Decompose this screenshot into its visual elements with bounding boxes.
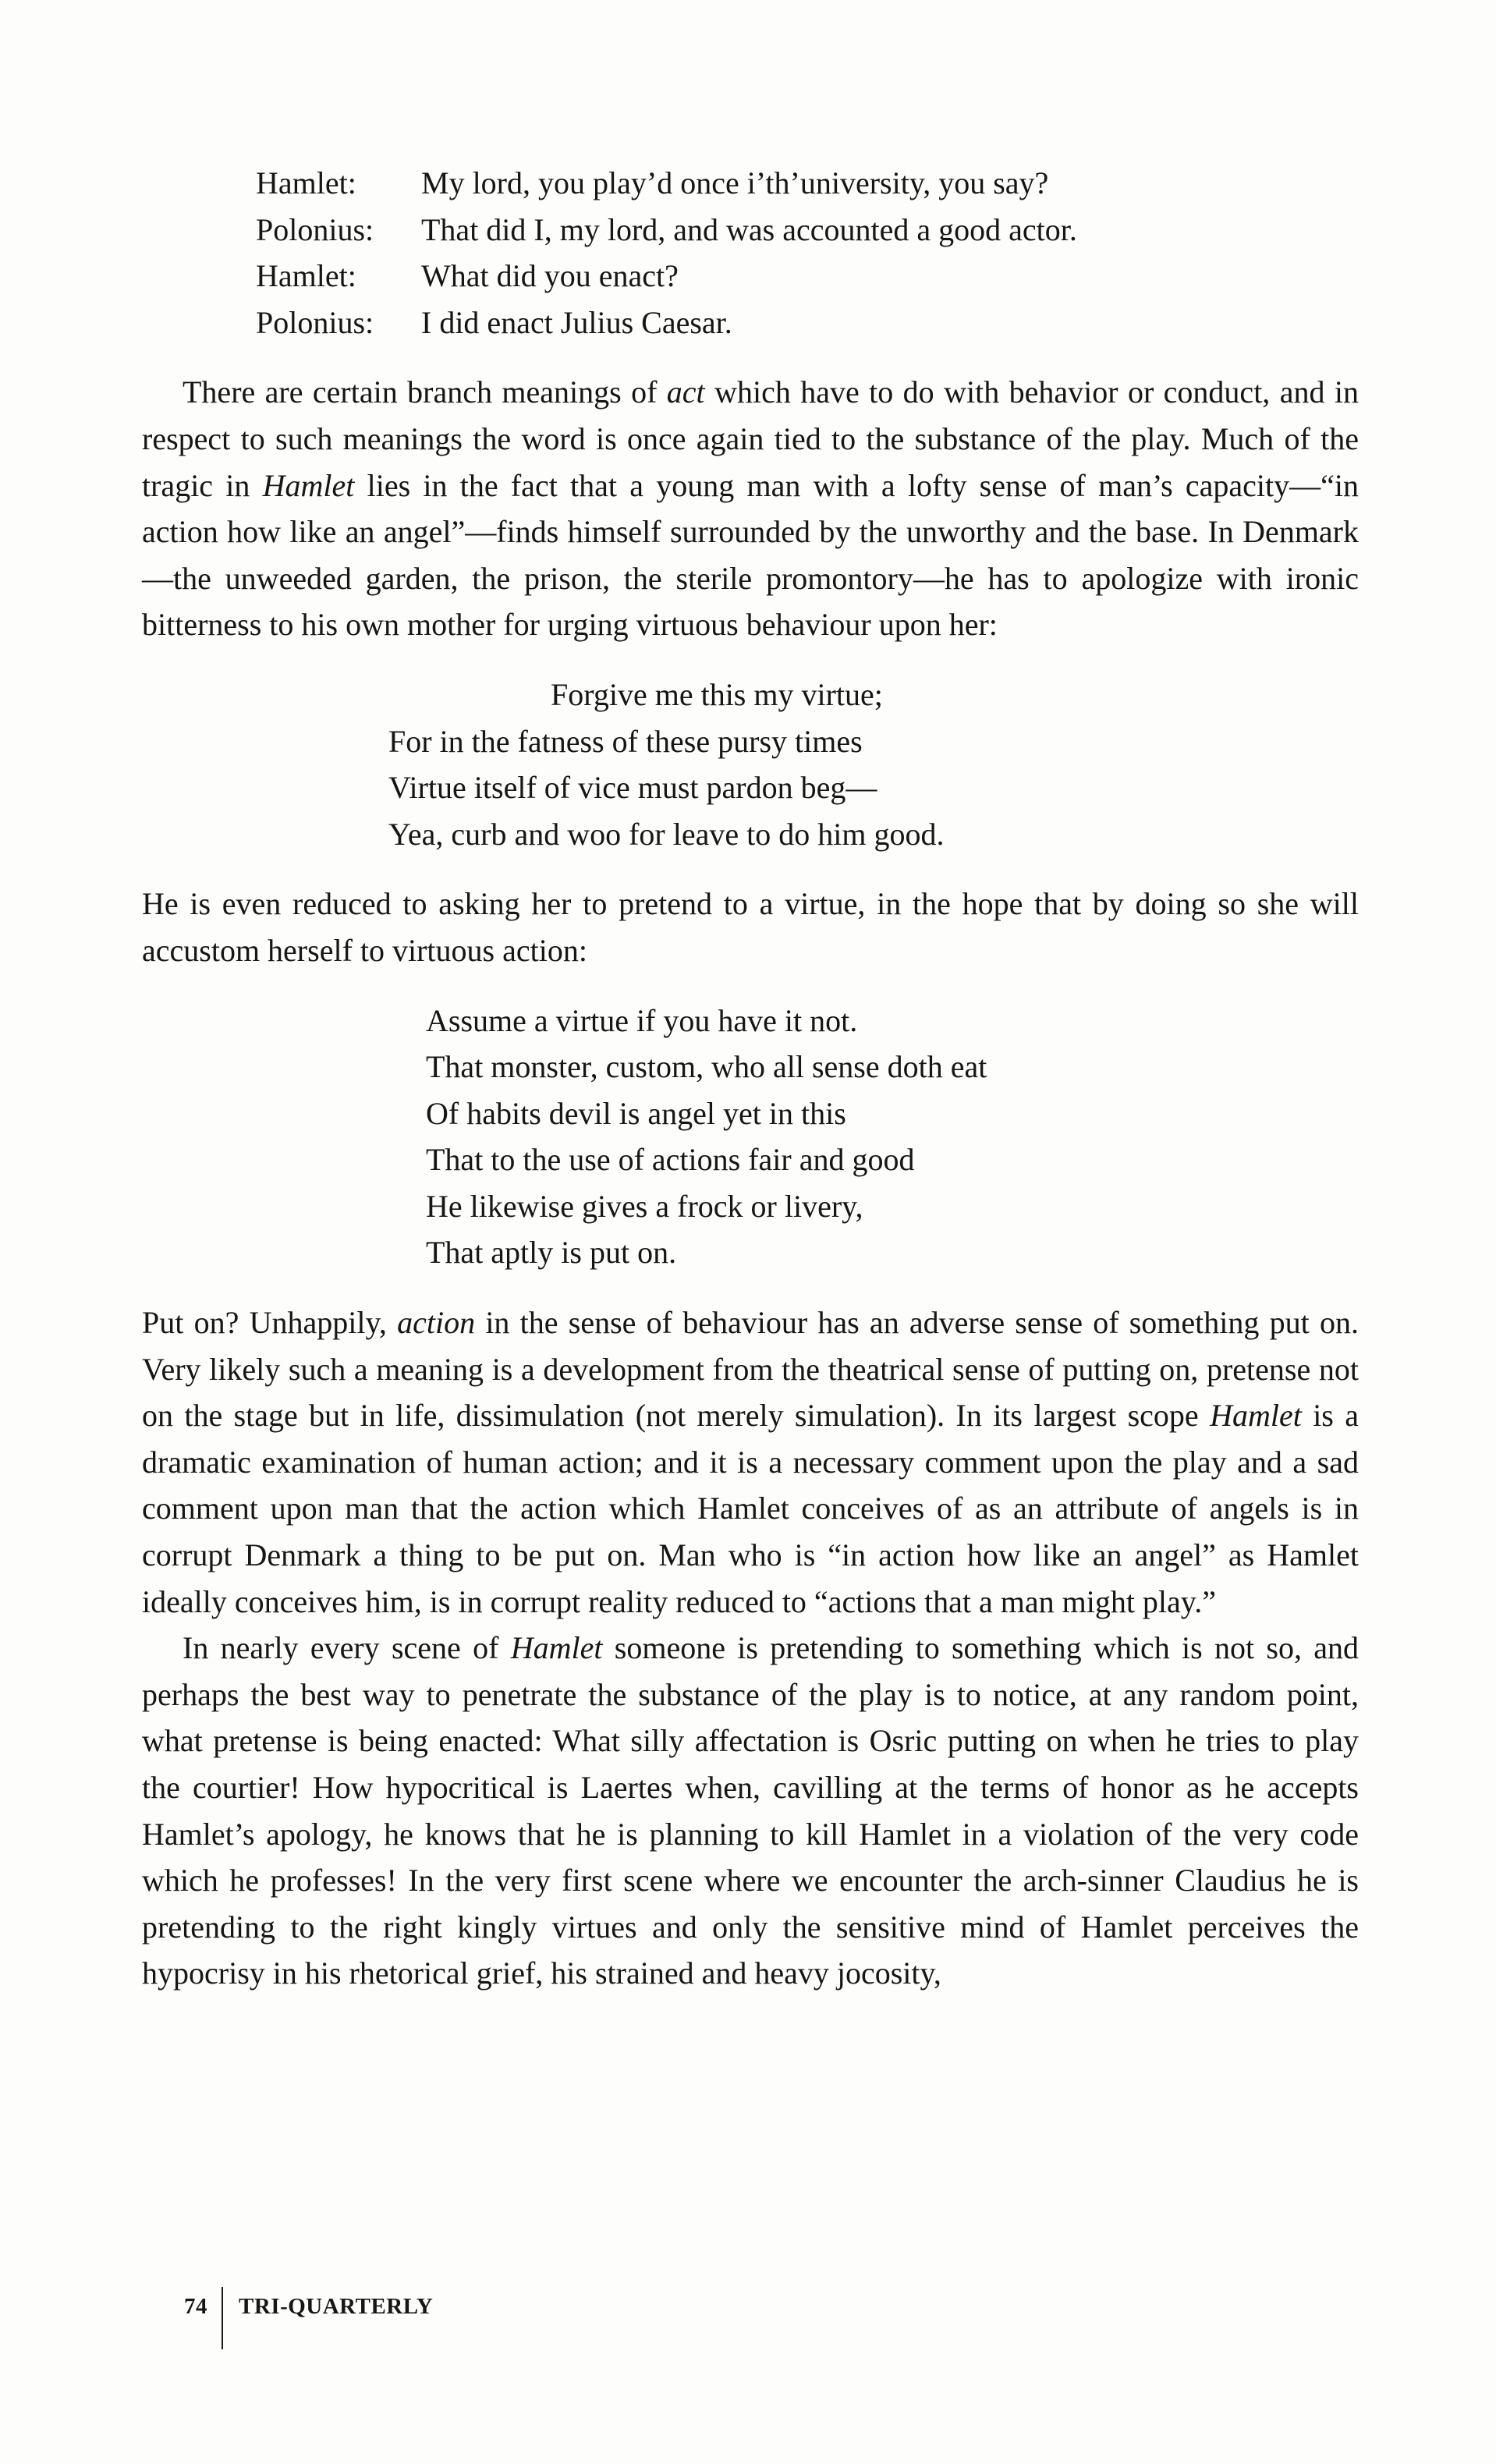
verse-line: For in the fatness of these pursy times [388, 723, 863, 759]
verse-line: Virtue itself of vice must pardon beg— [388, 770, 877, 806]
speaker-name: Polonius: [256, 304, 374, 340]
italic-title: Hamlet [510, 1630, 603, 1666]
verse-line: That monster, custom, who all sense doth eat [426, 1049, 987, 1085]
paragraph-pretending [142, 1625, 1359, 1997]
verse-line: He likewise gives a frock or livery, [426, 1188, 863, 1224]
text-run: There are certain branch meanings of [183, 374, 667, 410]
speaker-name: Hamlet: [256, 165, 356, 200]
verse-line: That to the use of actions fair and good [426, 1142, 915, 1178]
verse-line: Assume a virtue if you have it not. [426, 1002, 858, 1038]
verse-line: Of habits devil is angel yet in this [426, 1095, 846, 1131]
spoken-line: What did you enact? [421, 258, 679, 294]
text-run: someone is pretending to something which is not so, and perhaps the best way to penetrate the substance of the play is to notice, at any random point, what pretense is being enacted: What silly affectation is Osric putting on when he tries to play the courtier! How hypocritical is Laertes when, cavilling at the terms of honor as he accepts Hamlet’s apology, he knows that he is planning to kill Hamlet in a violation of the very code which he professes! In the very first scene where we encounter the arch-sinner Claudius he is pretending to the right kingly virtues and only the sensitive mind of Hamlet perceives the hypocrisy in his rhetorical grief, his strained and heavy jocosity, [142, 1630, 1359, 1991]
speaker-name: Hamlet: [256, 258, 356, 294]
paragraph-put-on [142, 1299, 1359, 1625]
page-body [142, 160, 1359, 1997]
text-run: In nearly every scene of [183, 1630, 511, 1666]
dialogue-line [256, 300, 1359, 346]
italic-title: Hamlet [1210, 1398, 1302, 1434]
footer-divider [222, 2287, 223, 2349]
verse-line: Forgive me this my virtue; [551, 676, 883, 712]
paragraph-pretend-virtue: He is even reduced to asking her to pretend to a virtue, in the hope that by doing so she will accustom herself to virtuous action: [142, 886, 1359, 968]
text-run: is a dramatic examination of human action; and it is a necessary comment upon the play and a sad comment upon man that the action which Hamlet conceives of as an attribute of angels is in corrupt Denmark a thing to be put on. Man who is “in action how like an angel” as Hamlet ideally conceives him, is in corrupt reality reduced to “actions that a man might play.” [142, 1398, 1359, 1619]
page-footer [184, 2264, 433, 2349]
text-run: Put on? Unhappily, [142, 1305, 398, 1341]
italic-term: action [397, 1305, 476, 1341]
verse-line: That aptly is put on. [426, 1235, 677, 1271]
text-run: lies in the fact that a young man with a lofty sense of man’s capacity—“in action how like an angel”—finds himself surrounded by the unworthy and the base. In Denmark—the unweeded garden, the prison, the sterile promontory—he has to apologize with ironic bitterness to his own mother for urging virtuous behaviour upon her: [142, 467, 1359, 643]
spoken-line: That did I, my lord, and was accounted a good actor. [421, 211, 1077, 247]
verse-line: Yea, curb and woo for leave to do him good. [388, 816, 945, 852]
dialogue-line [256, 160, 1359, 207]
verse-quote-1 [142, 672, 1359, 857]
verse-quote-2 [142, 998, 1359, 1277]
dialogue-block [256, 160, 1359, 346]
paragraph-act-meanings [142, 369, 1359, 648]
dialogue-line [256, 207, 1359, 253]
italic-term: act [666, 374, 705, 410]
dialogue-line [256, 253, 1359, 300]
speaker-name: Polonius: [256, 211, 374, 247]
page-number: 74 [184, 2293, 207, 2319]
text-run: which have to do with behavior or conduct, and in respect to such meanings the word is once again tied to the substance of the play. Much of the tragic in [142, 374, 1359, 503]
text-run: in the sense of behaviour has an adverse sense of something put on. Very likely such a meaning is a development from the theatrical sense of putting on, pretense not on the stage but in life, dissimulation (not merely simulation). In its largest scope [142, 1305, 1359, 1434]
spoken-line: I did enact Julius Caesar. [421, 304, 732, 340]
italic-title: Hamlet [262, 467, 355, 503]
journal-name: TRI-QUARTERLY [239, 2293, 434, 2319]
spoken-line: My lord, you play’d once i’th’university, you say? [421, 165, 1049, 200]
